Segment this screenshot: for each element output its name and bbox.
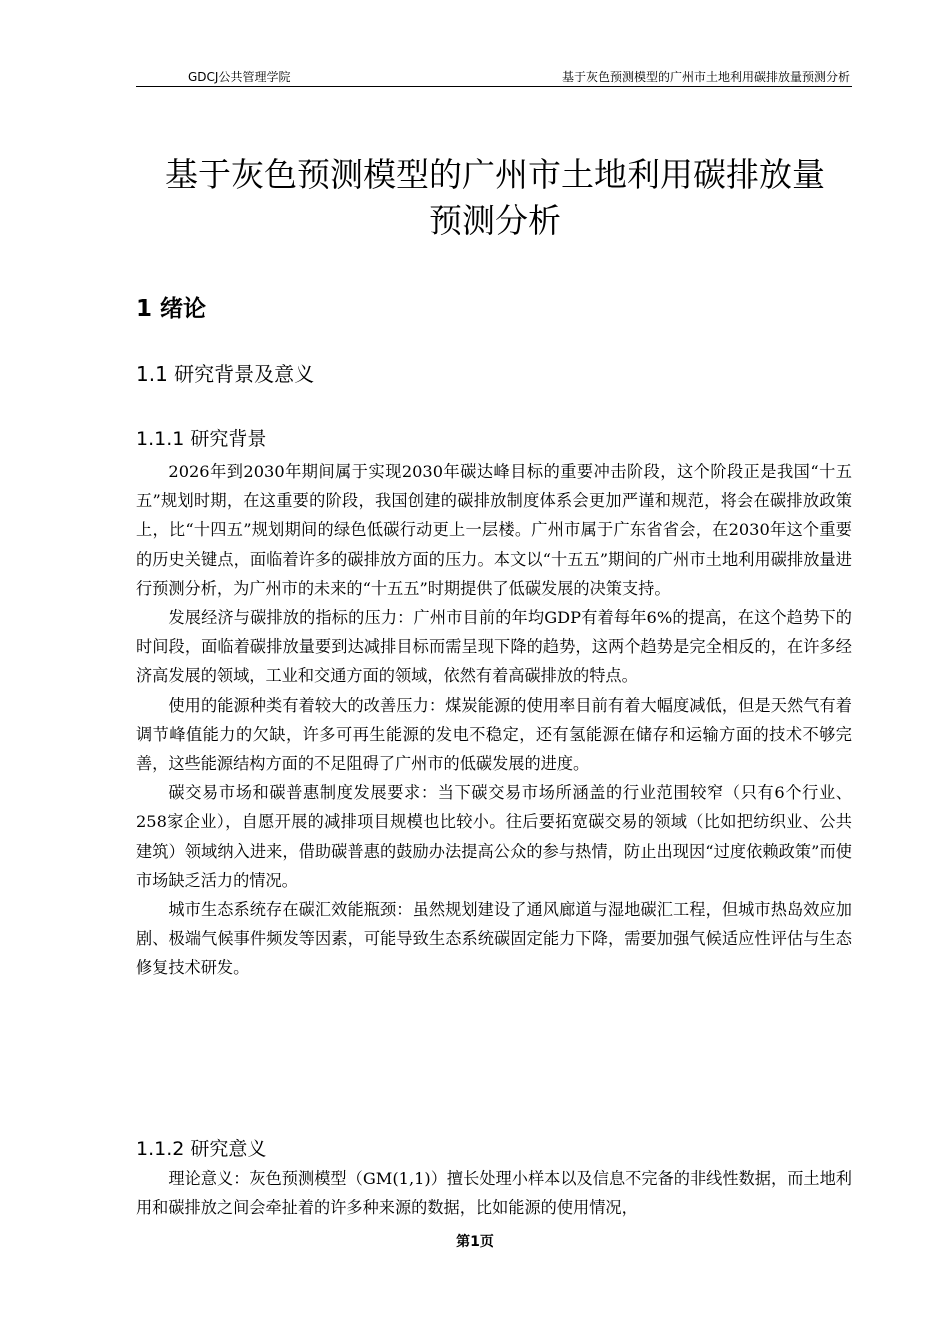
subsection-heading-background: 1.1.1 研究背景 bbox=[136, 428, 267, 450]
paper-title-line-1: 基于灰色预测模型的广州市土地利用碳排放量 bbox=[165, 155, 825, 194]
header-institution: GDCJ公共管理学院 bbox=[188, 70, 291, 84]
subsection-heading-significance: 1.1.2 研究意义 bbox=[136, 1138, 267, 1160]
paper-title bbox=[100, 152, 890, 244]
section-heading: 1.1 研究背景及意义 bbox=[136, 362, 315, 386]
paragraph: 发展经济与碳排放的指标的压力：广州市目前的年均GDP有着每年6%的提高，在这个趋势下的时间段，面临着碳排放量要到达减排目标而需呈现下降的趋势，这两个趋势是完全相反的，在许多经济高发展的领域，工业和交通方面的领域，依然有着高碳排放的特点。 bbox=[136, 608, 852, 686]
paragraph: 理论意义：灰色预测模型（GM(1,1)）擅长处理小样本以及信息不完备的非线性数据，而土地利用和碳排放之间会牵扯着的许多种来源的数据，比如能源的使用情况， bbox=[136, 1169, 852, 1218]
paper-title-line-2: 预测分析 bbox=[429, 201, 561, 240]
paragraph: 使用的能源种类有着较大的改善压力：煤炭能源的使用率目前有着大幅度减低，但是天然气有着调节峰值能力的欠缺，许多可再生能源的发电不稳定，还有氢能源在储存和运输方面的技术不够完善，这些能源结构方面的不足阻碍了广州市的低碳发展的进度。 bbox=[136, 695, 852, 774]
background-body bbox=[136, 457, 852, 983]
header-paper-title: 基于灰色预测模型的广州市土地利用碳排放量预测分析 bbox=[561, 70, 850, 84]
paragraph: 2026年到2030年期间属于实现2030年碳达峰目标的重要冲击阶段，这个阶段正是我国“十五五”规划时期，在这重要的阶段，我国创建的碳排放制度体系会更加严谨和规范，将会在碳排放政策上，比“十四五”规划期间的绿色低碳行动更上一层楼。广州市属于广东省省会，在2030年这个重要的历史关键点，面临着许多的碳排放方面的压力。本文以“十五五”期间的广州市土地利用碳排放量进行预测分析，为广州市的未来的“十五五”时期提供了低碳发展的决策支持。 bbox=[136, 462, 852, 598]
significance-body bbox=[136, 1164, 852, 1222]
page-header bbox=[136, 64, 852, 87]
paragraph: 城市生态系统存在碳汇效能瓶颈：虽然规划建设了通风廊道与湿地碳汇工程，但城市热岛效应加剧、极端气候事件频发等因素，可能导致生态系统碳固定能力下降，需要加强气候适应性评估与生态修复技术研发。 bbox=[136, 900, 852, 978]
paragraph: 碳交易市场和碳普惠制度发展要求：当下碳交易市场所涵盖的行业范围较窄（只有6个行业、258家企业），自愿开展的减排项目规模也比较小。往后要拓宽碳交易的领域（比如把纺织业、公共建筑）领域纳入进来，借助碳普惠的鼓励办法提高公众的参与热情，防止出现因“过度依赖政策”而使市场缺乏活力的情况。 bbox=[136, 783, 852, 890]
page-number: 第1页 bbox=[456, 1234, 494, 1250]
chapter-heading: 1 绪论 bbox=[136, 296, 207, 322]
